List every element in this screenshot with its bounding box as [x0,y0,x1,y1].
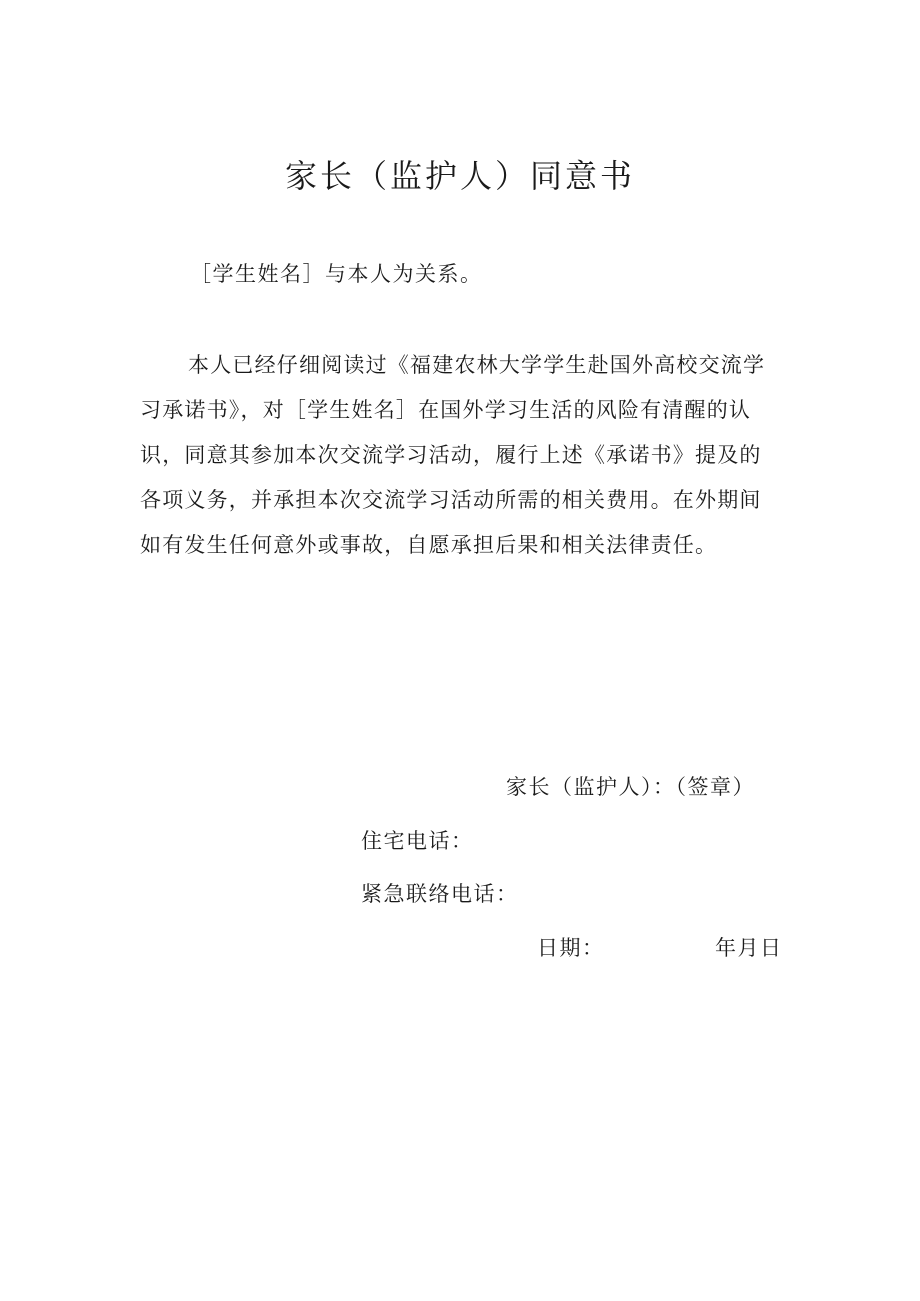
consent-line: 本人已经仔细阅读过《福建农林大学学生赴国外高校交流学 [188,353,766,377]
guardian-signature-label: 家长（监护人）：（签章） [506,775,755,799]
emergency-phone-label: 紧急联络电话： [361,882,519,906]
home-phone-label: 住宅电话： [361,829,474,853]
consent-paragraph [140,343,785,568]
consent-line: 如有发生任何意外或事故，自愿承担后果和相关法律责任。 [140,533,718,557]
relation-statement: ［学生姓名］与本人为关系。 [190,262,483,286]
consent-line: 识，同意其参加本次交流学习活动，履行上述《承诺书》提及的 [140,443,762,467]
document-title: 家长（监护人）同意书 [284,157,635,195]
consent-line: 习承诺书》，对［学生姓名］在国外学习生活的风险有清醒的认 [140,398,752,422]
consent-line: 各项义务，并承担本次交流学习活动所需的相关费用。在外期间 [140,488,762,512]
date-units: 年月日 [715,936,783,960]
date-label: 日期： [537,936,605,960]
